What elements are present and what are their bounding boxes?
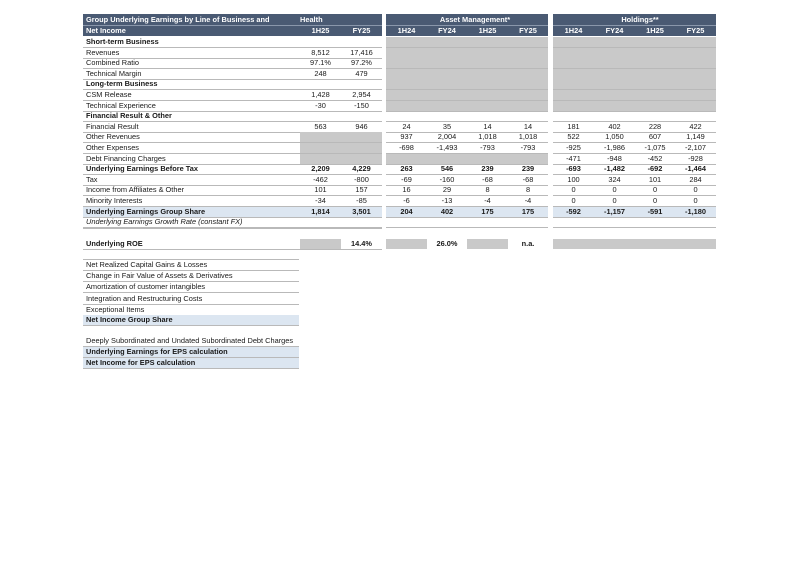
period-header-holdings-0: 1H24	[564, 26, 583, 35]
asset-management-value	[386, 48, 427, 58]
asset-management-value	[508, 37, 548, 47]
asset-management-value: 239	[481, 164, 494, 173]
health-value	[300, 132, 341, 142]
row-label: Short-term Business	[86, 37, 159, 46]
asset-management-value	[467, 111, 508, 121]
health-value	[341, 132, 382, 142]
holdings-value: -2,107	[685, 143, 706, 152]
asset-management-value	[427, 101, 467, 111]
row-divider	[83, 228, 382, 229]
net-income-header: Net Income	[86, 26, 126, 35]
holdings-value: 100	[567, 175, 580, 184]
eps-underlying-label: Underlying Earnings for EPS calculation	[86, 347, 228, 356]
holdings-value	[553, 79, 594, 89]
period-header-asset-management-0: 1H24	[397, 26, 416, 35]
row-label: Debt Financing Charges	[86, 154, 166, 163]
asset-management-value: 263	[400, 164, 413, 173]
asset-management-value	[427, 79, 467, 89]
holdings-value: -928	[688, 154, 703, 163]
asset-management-value: 239	[521, 164, 535, 173]
holdings-value	[553, 111, 594, 121]
asset-management-value	[508, 48, 548, 58]
period-header-asset-management-2: 1H25	[478, 26, 497, 35]
asset-management-section-title: Asset Management*	[439, 15, 511, 24]
asset-management-value	[386, 217, 427, 227]
health-value	[300, 143, 341, 153]
asset-management-value: 2,004	[437, 132, 457, 141]
holdings-value	[635, 37, 675, 47]
health-value: -34	[315, 196, 326, 205]
holdings-value	[594, 90, 635, 100]
asset-management-value: 14	[523, 122, 533, 131]
asset-management-value: 24	[402, 122, 411, 131]
holdings-value: -592	[566, 207, 581, 216]
health-value	[341, 154, 382, 164]
holdings-value	[594, 69, 635, 79]
holdings-value: 228	[648, 122, 662, 131]
asset-management-value: -4	[484, 196, 491, 205]
asset-management-value	[386, 79, 427, 89]
health-value: -85	[356, 196, 367, 205]
row-divider	[83, 368, 299, 369]
asset-management-value	[508, 111, 548, 121]
row-label: Tax	[86, 175, 98, 184]
health-value: 1,814	[311, 207, 330, 216]
holdings-value	[594, 79, 635, 89]
row-label: Technical Margin	[86, 69, 142, 78]
asset-management-value	[508, 79, 548, 89]
row-label: Income from Affiliates & Other	[86, 185, 185, 194]
net-income-group-share-label: Net Income Group Share	[86, 315, 173, 324]
holdings-value	[553, 69, 594, 79]
asset-management-value	[386, 90, 427, 100]
holdings-value: -1,986	[604, 143, 625, 152]
asset-management-value: -68	[482, 175, 493, 184]
health-value	[341, 79, 382, 89]
asset-management-value	[467, 101, 508, 111]
holdings-value: 284	[689, 175, 702, 184]
adjustment-row-label: Exceptional Items	[86, 305, 145, 314]
row-divider	[83, 249, 382, 250]
period-header-asset-management-1: FY24	[438, 26, 456, 35]
health-value: -800	[354, 175, 369, 184]
shaded-cell	[467, 239, 508, 249]
health-value: -30	[315, 101, 326, 110]
row-label: Other Expenses	[86, 143, 139, 152]
row-label: Technical Experience	[86, 101, 156, 110]
health-value: 248	[314, 69, 327, 78]
health-value	[300, 154, 341, 164]
holdings-value: -1,482	[604, 164, 625, 173]
holdings-value: -1,075	[644, 143, 666, 152]
holdings-value: -925	[566, 143, 581, 152]
health-value	[341, 143, 382, 153]
asset-management-value	[467, 58, 508, 68]
health-value: -150	[354, 101, 369, 110]
row-divider	[83, 292, 299, 293]
holdings-value	[675, 79, 716, 89]
holdings-section-title: Holdings**	[621, 15, 659, 24]
holdings-value	[635, 217, 675, 227]
holdings-value	[635, 101, 675, 111]
row-label: Revenues	[86, 48, 120, 57]
holdings-value: 402	[608, 122, 621, 131]
holdings-value	[594, 37, 635, 47]
asset-management-value	[427, 69, 467, 79]
holdings-value: 0	[612, 185, 617, 194]
asset-management-value: 1,018	[478, 132, 497, 141]
adjustment-row-label: Amortization of customer intangibles	[86, 282, 206, 291]
holdings-value	[635, 58, 675, 68]
holdings-value	[675, 217, 716, 227]
health-value: 4,229	[352, 164, 371, 173]
period-header-health-0: 1H25	[311, 26, 330, 35]
asset-management-value: 14	[483, 122, 492, 131]
health-value	[300, 111, 341, 121]
holdings-value	[675, 48, 716, 58]
health-value	[300, 79, 341, 89]
holdings-value: 607	[648, 132, 662, 141]
asset-management-value	[427, 58, 467, 68]
asset-management-value: 402	[440, 207, 454, 216]
health-value: 563	[314, 122, 327, 131]
adjustment-row-label: Integration and Restructuring Costs	[86, 294, 203, 303]
roe-am-fy24: 26.0%	[436, 239, 458, 248]
asset-management-value	[386, 111, 427, 121]
health-value: 2,209	[311, 164, 330, 173]
asset-management-value	[467, 90, 508, 100]
health-value	[341, 217, 382, 227]
asset-management-value: 937	[400, 132, 413, 141]
period-header-holdings-3: FY25	[686, 26, 705, 35]
row-label: Underlying Earnings Group Share	[86, 207, 206, 216]
health-value: 2,954	[352, 90, 371, 99]
asset-management-value: -6	[403, 196, 410, 205]
asset-management-value	[467, 79, 508, 89]
holdings-value: 1,149	[686, 132, 705, 141]
asset-management-value	[508, 217, 548, 227]
holdings-value	[553, 58, 594, 68]
asset-management-value	[467, 69, 508, 79]
holdings-value	[594, 217, 635, 227]
health-value: 97.1%	[310, 58, 331, 67]
asset-management-value	[467, 48, 508, 58]
asset-management-value	[427, 217, 467, 227]
holdings-value: 101	[648, 175, 662, 184]
asset-management-value: -13	[441, 196, 453, 205]
holdings-value	[553, 101, 594, 111]
holdings-value: -692	[647, 164, 663, 173]
health-value: -462	[313, 175, 328, 184]
asset-management-value	[427, 154, 467, 164]
asset-management-value: -793	[520, 143, 536, 152]
health-value: 3,501	[352, 207, 371, 216]
holdings-value	[675, 111, 716, 121]
holdings-value: -452	[647, 154, 663, 163]
holdings-value	[553, 48, 594, 58]
holdings-value	[553, 217, 594, 227]
asset-management-value: -698	[399, 143, 414, 152]
asset-management-value: -793	[480, 143, 495, 152]
holdings-value	[553, 37, 594, 47]
asset-management-value	[427, 37, 467, 47]
holdings-value: 0	[571, 185, 576, 194]
holdings-value	[553, 90, 594, 100]
holdings-value	[635, 69, 675, 79]
roe-health-fy25: 14.4%	[351, 239, 372, 248]
row-divider	[83, 325, 299, 326]
roe-am-fy25: n.a.	[521, 239, 535, 248]
asset-management-value	[427, 48, 467, 58]
row-label: CSM Release	[86, 90, 132, 99]
holdings-value: -693	[566, 164, 581, 173]
row-label: Financial Result	[86, 122, 139, 131]
holdings-value	[594, 58, 635, 68]
holdings-value	[675, 69, 716, 79]
asset-management-value: 204	[400, 207, 413, 216]
asset-management-value	[508, 101, 548, 111]
holdings-value: 0	[571, 196, 576, 205]
asset-management-value	[427, 90, 467, 100]
asset-management-value: -4	[524, 196, 532, 205]
asset-management-value: 175	[481, 207, 494, 216]
shaded-cell	[300, 239, 341, 249]
health-value: 157	[355, 185, 368, 194]
roe-label: Underlying ROE	[86, 239, 143, 248]
asset-management-value	[386, 101, 427, 111]
holdings-value	[635, 79, 675, 89]
health-value: 1,428	[311, 90, 330, 99]
shaded-cell	[386, 239, 427, 249]
health-value: 101	[314, 185, 327, 194]
holdings-value: -948	[607, 154, 622, 163]
row-label: Underlying Earnings Growth Rate (constant FX)	[86, 217, 243, 226]
health-value	[341, 37, 382, 47]
row-label: Underlying Earnings Before Tax	[86, 164, 198, 173]
asset-management-value	[508, 69, 548, 79]
holdings-value	[675, 58, 716, 68]
health-value	[300, 217, 341, 227]
health-value: 97.2%	[351, 58, 372, 67]
holdings-value: -1,157	[604, 207, 625, 216]
holdings-value	[635, 111, 675, 121]
holdings-value: 1,050	[605, 132, 624, 141]
asset-management-value	[386, 37, 427, 47]
health-value	[341, 111, 382, 121]
asset-management-value	[508, 90, 548, 100]
health-value: 946	[355, 122, 368, 131]
asset-management-value: -160	[439, 175, 455, 184]
holdings-value: -591	[647, 207, 663, 216]
period-header-asset-management-3: FY25	[519, 26, 537, 35]
holdings-value: 522	[567, 132, 580, 141]
asset-management-value	[467, 37, 508, 47]
asset-management-value: 8	[485, 185, 490, 194]
health-value: 8,512	[311, 48, 330, 57]
row-label: Minority Interests	[86, 196, 143, 205]
holdings-value: 0	[652, 185, 658, 194]
holdings-value	[675, 37, 716, 47]
asset-management-value: 546	[440, 164, 454, 173]
asset-management-value: -69	[401, 175, 412, 184]
asset-management-value: 1,018	[518, 132, 538, 141]
asset-management-value: 29	[442, 185, 452, 194]
holdings-value	[675, 90, 716, 100]
holdings-value	[635, 90, 675, 100]
adjustment-row-label: Net Realized Capital Gains & Losses	[86, 260, 208, 269]
row-divider	[553, 227, 716, 228]
holdings-value: -1,464	[685, 164, 706, 173]
health-value	[300, 37, 341, 47]
health-value: 17,416	[350, 48, 373, 57]
row-label: Financial Result & Other	[86, 111, 172, 120]
asset-management-value	[508, 154, 548, 164]
asset-management-value	[386, 69, 427, 79]
table-title: Group Underlying Earnings by Line of Business and	[86, 15, 270, 24]
asset-management-value	[386, 154, 427, 164]
holdings-value: 324	[608, 175, 621, 184]
holdings-value	[594, 111, 635, 121]
row-divider	[386, 227, 548, 228]
holdings-value	[594, 101, 635, 111]
holdings-value: -1,180	[685, 207, 706, 216]
period-header-holdings-2: 1H25	[646, 26, 664, 35]
asset-management-value	[427, 111, 467, 121]
holdings-value	[594, 48, 635, 58]
asset-management-value: -1,493	[436, 143, 458, 152]
asset-management-value: 175	[521, 207, 535, 216]
asset-management-value	[508, 58, 548, 68]
holdings-value: 0	[652, 196, 658, 205]
holdings-value: 181	[567, 122, 580, 131]
period-header-health-1: FY25	[352, 26, 371, 35]
asset-management-value: -68	[522, 175, 534, 184]
asset-management-value	[467, 217, 508, 227]
asset-management-value: 16	[402, 185, 411, 194]
period-header-holdings-1: FY24	[605, 26, 624, 35]
holdings-value	[675, 101, 716, 111]
asset-management-value	[467, 154, 508, 164]
row-label: Combined Ratio	[86, 58, 139, 67]
holdings-value: -471	[566, 154, 581, 163]
holdings-value: 0	[612, 196, 617, 205]
row-label: Long-term Business	[86, 79, 158, 88]
health-value: 479	[355, 69, 368, 78]
holdings-value	[635, 48, 675, 58]
health-section-title: Health	[300, 15, 323, 24]
asset-management-value: 8	[525, 185, 531, 194]
asset-management-value	[386, 58, 427, 68]
asset-management-value: 35	[442, 122, 452, 131]
shaded-cell	[553, 239, 716, 249]
adjustment-row-label: Change in Fair Value of Assets & Derivatives	[86, 271, 233, 280]
holdings-value: 0	[693, 196, 698, 205]
eps-net-income-label: Net Income for EPS calculation	[86, 358, 196, 367]
holdings-value: 422	[689, 122, 702, 131]
subordinated-debt-label: Deeply Subordinated and Undated Subordinated Debt Charges	[86, 336, 294, 345]
row-label: Other Revenues	[86, 132, 140, 141]
holdings-value: 0	[693, 185, 698, 194]
